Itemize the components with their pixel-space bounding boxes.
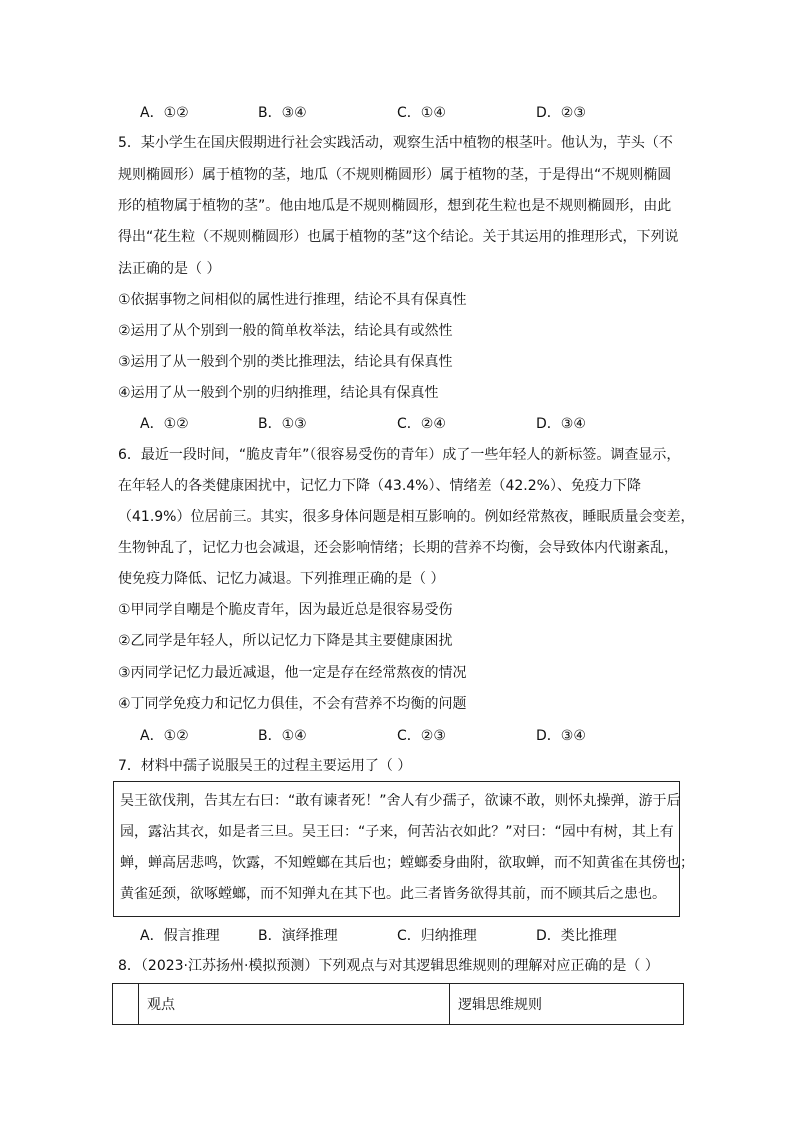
q5-option-a: A．①② bbox=[140, 416, 189, 432]
q6-stem-line: 生物钟乱了，记忆力也会减退，还会影响情绪；长期的营养不均衡，会导致体内代谢紊乱， bbox=[118, 540, 678, 556]
q6-item: ③丙同学记忆力最近减退，他一定是存在经常熬夜的情况 bbox=[118, 665, 467, 681]
q8-table bbox=[112, 983, 684, 1025]
q6-stem-line: （41.9%）位居前三。其实，很多身体问题是相互影响的。例如经常熬夜，睡眠质量会变差， bbox=[118, 509, 695, 525]
q5-stem-line: 规则椭圆形）属于植物的茎，地瓜（不规则椭圆形）属于植物的茎，于是得出“不规则椭圆 bbox=[118, 167, 672, 183]
q5-item: ①依据事物之间相似的属性进行推理，结论不具有保真性 bbox=[118, 292, 467, 308]
q8-stem: 8．（2023·江苏扬州·模拟预测）下列观点与对其逻辑思维规则的理解对应正确的是（ ） bbox=[118, 958, 659, 974]
q6-stem-line: 6．最近一段时间，“脆皮青年”（很容易受伤的青年）成了一些年轻人的新标签。调查显示， bbox=[118, 447, 681, 463]
q5-item: ④运用了从一般到个别的归纳推理，结论具有保真性 bbox=[118, 385, 439, 401]
q6-option-c: C．②③ bbox=[397, 728, 446, 744]
q4-option-b: B．③④ bbox=[258, 105, 307, 121]
q7-passage-line: 吴王欲伐荆，告其左右曰：“敢有谏者死！”舍人有少孺子，欲谏不敢，则怀丸操弹，游于后 bbox=[120, 793, 681, 809]
q5-item: ②运用了从个别到一般的简单枚举法，结论具有或然性 bbox=[118, 323, 453, 339]
table-header-cell-index bbox=[113, 984, 139, 1025]
q6-option-b: B．①④ bbox=[258, 728, 307, 744]
q6-item: ④丁同学免疫力和记忆力俱佳，不会有营养不均衡的问题 bbox=[118, 696, 467, 712]
q6-options bbox=[140, 726, 700, 746]
q7-option-b: B．演绎推理 bbox=[258, 928, 338, 944]
q7-passage-box bbox=[113, 781, 694, 917]
q7-stem: 7．材料中孺子说服吴王的过程主要运用了（ ） bbox=[118, 758, 412, 774]
q7-option-a: A．假言推理 bbox=[140, 928, 220, 944]
table-header-cell-viewpoint: 观点 bbox=[139, 984, 450, 1025]
q5-stem-line: 得出“花生粒（不规则椭圆形）也属于植物的茎”这个结论。关于其运用的推理形式，下列说 bbox=[118, 229, 679, 245]
q6-stem-line: 使免疫力降低、记忆力减退。下列推理正确的是（ ） bbox=[118, 571, 445, 587]
q5-item: ③运用了从一般到个别的类比推理法，结论具有保真性 bbox=[118, 354, 453, 370]
q7-option-d: D．类比推理 bbox=[536, 928, 617, 944]
q5-options bbox=[140, 414, 700, 434]
q4-option-d: D．②③ bbox=[536, 105, 586, 121]
table-header-cell-rule: 逻辑思维规则 bbox=[450, 984, 684, 1025]
q7-options bbox=[140, 926, 700, 946]
q6-item: ②乙同学是年轻人，所以记忆力下降是其主要健康困扰 bbox=[118, 633, 453, 649]
q6-option-a: A．①② bbox=[140, 728, 189, 744]
q5-option-b: B．①③ bbox=[258, 416, 307, 432]
q6-stem-line: 在年轻人的各类健康困扰中，记忆力下降（43.4%）、情绪差（42.2%）、免疫力下降 bbox=[118, 478, 641, 494]
q6-option-d: D．③④ bbox=[536, 728, 586, 744]
q7-passage-line: 园，露沾其衣，如是者三旦。吴王曰：“子来，何苦沾衣如此？”对曰：“园中有树，其上有 bbox=[120, 824, 674, 840]
q5-stem-line: 5．某小学生在国庆假期进行社会实践活动，观察生活中植物的根茎叶。他认为，芋头（不 bbox=[118, 135, 673, 151]
q7-option-c: C．归纳推理 bbox=[397, 928, 477, 944]
q5-option-c: C．②④ bbox=[397, 416, 446, 432]
q7-passage-line: 蝉，蝉高居悲鸣，饮露，不知螳螂在其后也；螳螂委身曲附，欲取蝉，而不知黄雀在其傍也； bbox=[120, 855, 694, 871]
q4-options bbox=[140, 103, 700, 123]
q5-stem-line: 法正确的是（ ） bbox=[118, 261, 221, 277]
q6-item: ①甲同学自嘲是个脆皮青年，因为最近总是很容易受伤 bbox=[118, 602, 453, 618]
q4-option-a: A．①② bbox=[140, 105, 189, 121]
q5-option-d: D．③④ bbox=[536, 416, 586, 432]
q4-option-c: C．①④ bbox=[397, 105, 446, 121]
q5-stem-line: 形的植物属于植物的茎”。他由地瓜是不规则椭圆形，想到花生粒也是不规则椭圆形，由此 bbox=[118, 198, 672, 214]
table-header-row bbox=[113, 984, 684, 1025]
q7-passage-line: 黄雀延颈，欲啄螳螂，而不知弹丸在其下也。此三者皆务欲得其前，而不顾其后之患也。 bbox=[120, 886, 666, 902]
